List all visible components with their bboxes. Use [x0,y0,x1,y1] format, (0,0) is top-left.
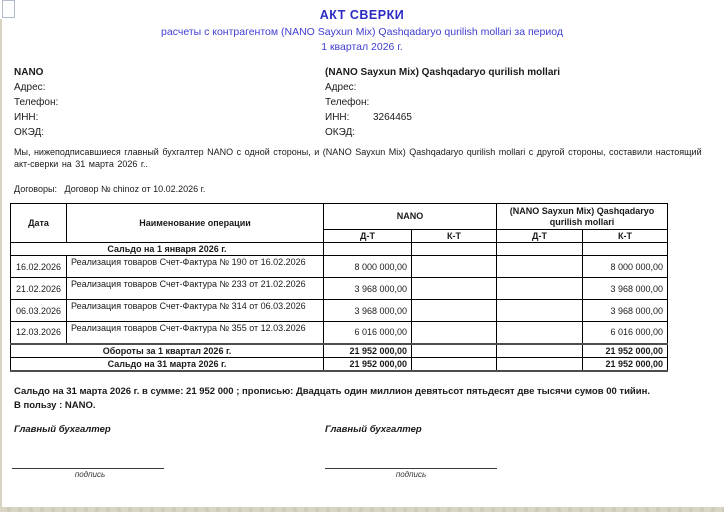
row-left-debit: 8 000 000,00 [324,256,412,278]
page-left-edge [0,19,2,512]
parties-section [14,65,710,140]
col-header-debit: Д-Т [497,230,583,243]
col-group-left-party: NANO [324,204,497,230]
row-right-debit [497,256,583,278]
turnover-left-debit: 21 952 000,00 [324,344,412,358]
row-left-debit: 6 016 000,00 [324,322,412,344]
row-date: 12.03.2026 [11,322,67,344]
right-party-block [325,65,710,140]
phone-label: Телефон: [14,97,59,108]
preamble-text: Мы, нижеподписавшиеся главный бухгалтер NANO с одной стороны, и (NANO Sayxun Mix) Qashqadaryo qurilish mollari с другой стороны, составили настоящий акт-сверки на 31 марта 2026 г.. [14,147,702,169]
contracts-label: Договоры: [14,184,57,194]
page-bottom-edge [0,507,724,512]
oked-label: ОКЭД: [14,127,45,138]
row-date: 06.03.2026 [11,300,67,322]
closing-balance-row [11,357,668,371]
turnover-right-credit: 21 952 000,00 [583,344,668,358]
summary-line1: Сальдо на 31 марта 2026 г. в сумме: 21 952 000 ; прописью: Двадцать один миллион девятьсот пятьдесят две тысячи сумов 00 тийин. [14,385,650,397]
row-right-credit: 8 000 000,00 [583,256,668,278]
row-left-credit [412,278,497,300]
right-signature-caption: подпись [395,469,427,479]
opening-right-debit [497,243,583,256]
left-signature-block [14,468,325,479]
left-party-block [14,65,325,140]
table-row [11,300,668,322]
turnover-left-credit [412,344,497,358]
right-signature-block [325,468,497,479]
address-label: Адрес: [14,82,46,93]
closing-right-credit: 21 952 000,00 [583,357,668,371]
page-corner-box [2,0,15,18]
table-row [11,256,668,278]
right-party-name: (NANO Sayxun Mix) Qashqadaryo qurilish mollari [325,67,561,78]
inn-value [60,112,62,123]
address-label: Адрес: [325,82,357,93]
row-right-debit [497,278,583,300]
table-row [11,278,668,300]
right-party-oked-row [325,125,710,140]
turnover-label: Обороты за 1 квартал 2026 г. [11,344,324,358]
left-party-address-row [14,80,325,95]
row-date: 21.02.2026 [11,278,67,300]
col-header-credit: К-Т [412,230,497,243]
row-right-credit: 3 968 000,00 [583,300,668,322]
right-party-inn-row [325,110,710,125]
left-party-oked-row [14,125,325,140]
row-left-credit [412,300,497,322]
right-signature-line [325,468,497,469]
closing-left-credit [412,357,497,371]
col-header-operation: Наименование операции [67,204,324,243]
inn-value: 3264465 [373,112,412,123]
left-party-name: NANO [14,67,44,78]
table-header-groups [11,204,668,230]
col-header-date: Дата [11,204,67,243]
col-header-credit: К-Т [583,230,668,243]
row-right-credit: 3 968 000,00 [583,278,668,300]
turnover-row [11,344,668,358]
opening-right-credit [583,243,668,256]
row-right-debit [497,322,583,344]
reconciliation-table [10,203,668,372]
oked-label: ОКЭД: [325,127,356,138]
document-title: АКТ СВЕРКИ [319,8,405,22]
right-party-phone-row [325,95,710,110]
left-party-phone-row [14,95,325,110]
inn-label: ИНН: [325,112,350,123]
row-operation: Реализация товаров Счет-Фактура № 190 от 16.02.2026 [67,256,324,278]
signature-titles [14,424,710,435]
document-subtitle-line2: 1 квартал 2026 г. [321,41,403,53]
closing-balance-label: Сальдо на 31 марта 2026 г. [11,357,324,371]
row-operation: Реализация товаров Счет-Фактура № 233 от 21.02.2026 [67,278,324,300]
document-subtitle-line1: расчеты с контрагентом (NANO Sayxun Mix) Qashqadaryo qurilish mollari за период [161,26,563,38]
row-date: 16.02.2026 [11,256,67,278]
row-right-credit: 6 016 000,00 [583,322,668,344]
closing-left-debit: 21 952 000,00 [324,357,412,371]
row-left-credit [412,256,497,278]
opening-left-debit [324,243,412,256]
row-operation: Реализация товаров Счет-Фактура № 314 от 06.03.2026 [67,300,324,322]
row-left-debit: 3 968 000,00 [324,300,412,322]
row-right-debit [497,300,583,322]
opening-balance-label: Сальдо на 1 января 2026 г. [11,243,324,256]
right-party-address-row [325,80,710,95]
row-left-credit [412,322,497,344]
left-signature-line [12,468,164,469]
summary-line2: В пользу : NANO. [14,399,96,411]
opening-left-credit [412,243,497,256]
col-header-debit: Д-Т [324,230,412,243]
opening-balance-row [11,243,668,256]
right-accountant-title: Главный бухгалтер [325,423,422,435]
table-row [11,322,668,344]
col-group-right-party: (NANO Sayxun Mix) Qashqadaryo qurilish mollari [497,204,668,230]
summary-section [14,385,710,413]
signature-lines [14,468,710,479]
phone-label: Телефон: [325,97,370,108]
left-accountant-title: Главный бухгалтер [14,423,111,435]
inn-label: ИНН: [14,112,39,123]
closing-right-debit [497,357,583,371]
row-operation: Реализация товаров Счет-Фактура № 355 от 12.03.2026 [67,322,324,344]
contracts-value: Договор № chinoz от 10.02.2026 г. [64,184,206,194]
left-signature-caption: подпись [74,469,106,479]
row-left-debit: 3 968 000,00 [324,278,412,300]
left-party-inn-row [14,110,325,125]
contracts-row [14,184,710,194]
turnover-right-debit [497,344,583,358]
